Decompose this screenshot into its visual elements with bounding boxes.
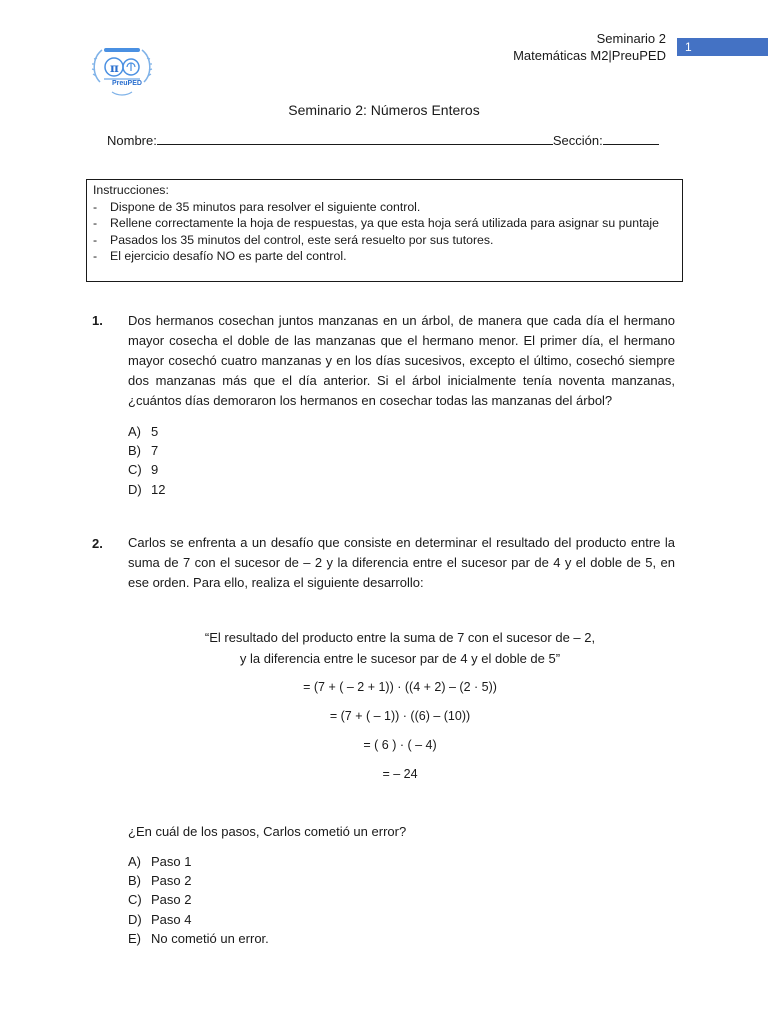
instruction-item: - Pasados los 35 minutos del control, este será resuelto por sus tutores. bbox=[93, 232, 494, 247]
step-1: = (7 + ( – 2 + 1)) · ((4 + 2) – (2 · 5)) bbox=[303, 680, 497, 694]
header-line-2: Matemáticas M2|PreuPED bbox=[513, 48, 666, 63]
seccion-label: Sección: bbox=[552, 133, 603, 148]
svg-text:π: π bbox=[110, 61, 119, 75]
step-2: = (7 + ( – 1)) · ((6) – (10)) bbox=[329, 709, 471, 723]
question-2-number: 2. bbox=[92, 536, 103, 551]
preuped-logo bbox=[90, 42, 154, 96]
name-section-row bbox=[107, 133, 659, 148]
option-item[interactable]: B) Paso 2 bbox=[128, 873, 192, 889]
question-1-options bbox=[128, 422, 165, 499]
page-number-tab: 1 bbox=[677, 38, 768, 56]
question-2-prompt: ¿En cuál de los pasos, Carlos cometió un error? bbox=[128, 824, 407, 839]
header-line-1: Seminario 2 bbox=[596, 31, 666, 46]
option-item[interactable]: A) 5 bbox=[128, 424, 159, 439]
question-2-options bbox=[128, 852, 269, 948]
nombre-label: Nombre: bbox=[107, 133, 157, 148]
option-item[interactable]: A) Paso 1 bbox=[128, 854, 192, 869]
step-4: = – 24 bbox=[382, 767, 418, 781]
option-item[interactable]: E) No cometió un error. bbox=[128, 930, 269, 946]
option-item[interactable]: C) Paso 2 bbox=[128, 892, 192, 908]
option-item[interactable]: B) 7 bbox=[128, 443, 159, 459]
question-1-text: Dos hermanos cosechan juntos manzanas en un árbol, de manera que cada día el hermano mayor cosecha el doble de las manzanas que el hermano menor. El primer día, el hermano mayor cosechó cuatro manzanas y en los días sucesivos, excepto el último, cosechó siempre dos manzanas más que el día anterior. Si el árbol inicialmente tenía noventa manzanas, ¿cuántos días demoraron los hermanos en cosechar todas las manzanas del árbol? bbox=[128, 313, 675, 408]
option-item[interactable]: C) 9 bbox=[128, 462, 159, 478]
option-item[interactable]: D) 12 bbox=[128, 481, 166, 497]
instruction-item: - Rellene correctamente la hoja de respuestas, ya que esta hoja será utilizada para asignar su puntaje bbox=[93, 216, 659, 230]
page-title: Seminario 2: Números Enteros bbox=[288, 102, 480, 118]
instructions-box bbox=[86, 179, 683, 282]
instruction-item: - Dispone de 35 minutos para resolver el siguiente control. bbox=[93, 199, 421, 214]
option-item[interactable]: D) Paso 4 bbox=[128, 911, 192, 927]
quote-line-1: “El resultado del producto entre la suma de 7 con el sucesor de – 2, bbox=[204, 630, 596, 645]
instruction-item: - El ejercicio desafío NO es parte del control. bbox=[93, 249, 347, 263]
nombre-field[interactable] bbox=[157, 133, 553, 145]
quote-line-2: y la diferencia entre le sucesor par de 4 y el doble de 5” bbox=[239, 651, 561, 666]
step-3: = ( 6 ) · ( – 4) bbox=[363, 738, 437, 752]
instructions-title: Instrucciones: bbox=[93, 183, 169, 197]
question-2-text: Carlos se enfrenta a un desafío que consiste en determinar el resultado del producto entre la suma de 7 con el sucesor de – 2 y la diferencia entre el sucesor par de 4 y el doble de 5, en ese orden. Para ello, realiza el siguiente desarrollo: bbox=[128, 535, 675, 590]
seccion-field[interactable] bbox=[603, 133, 659, 145]
question-1-number: 1. bbox=[92, 313, 103, 328]
logo-text: PreuPED bbox=[112, 80, 142, 87]
